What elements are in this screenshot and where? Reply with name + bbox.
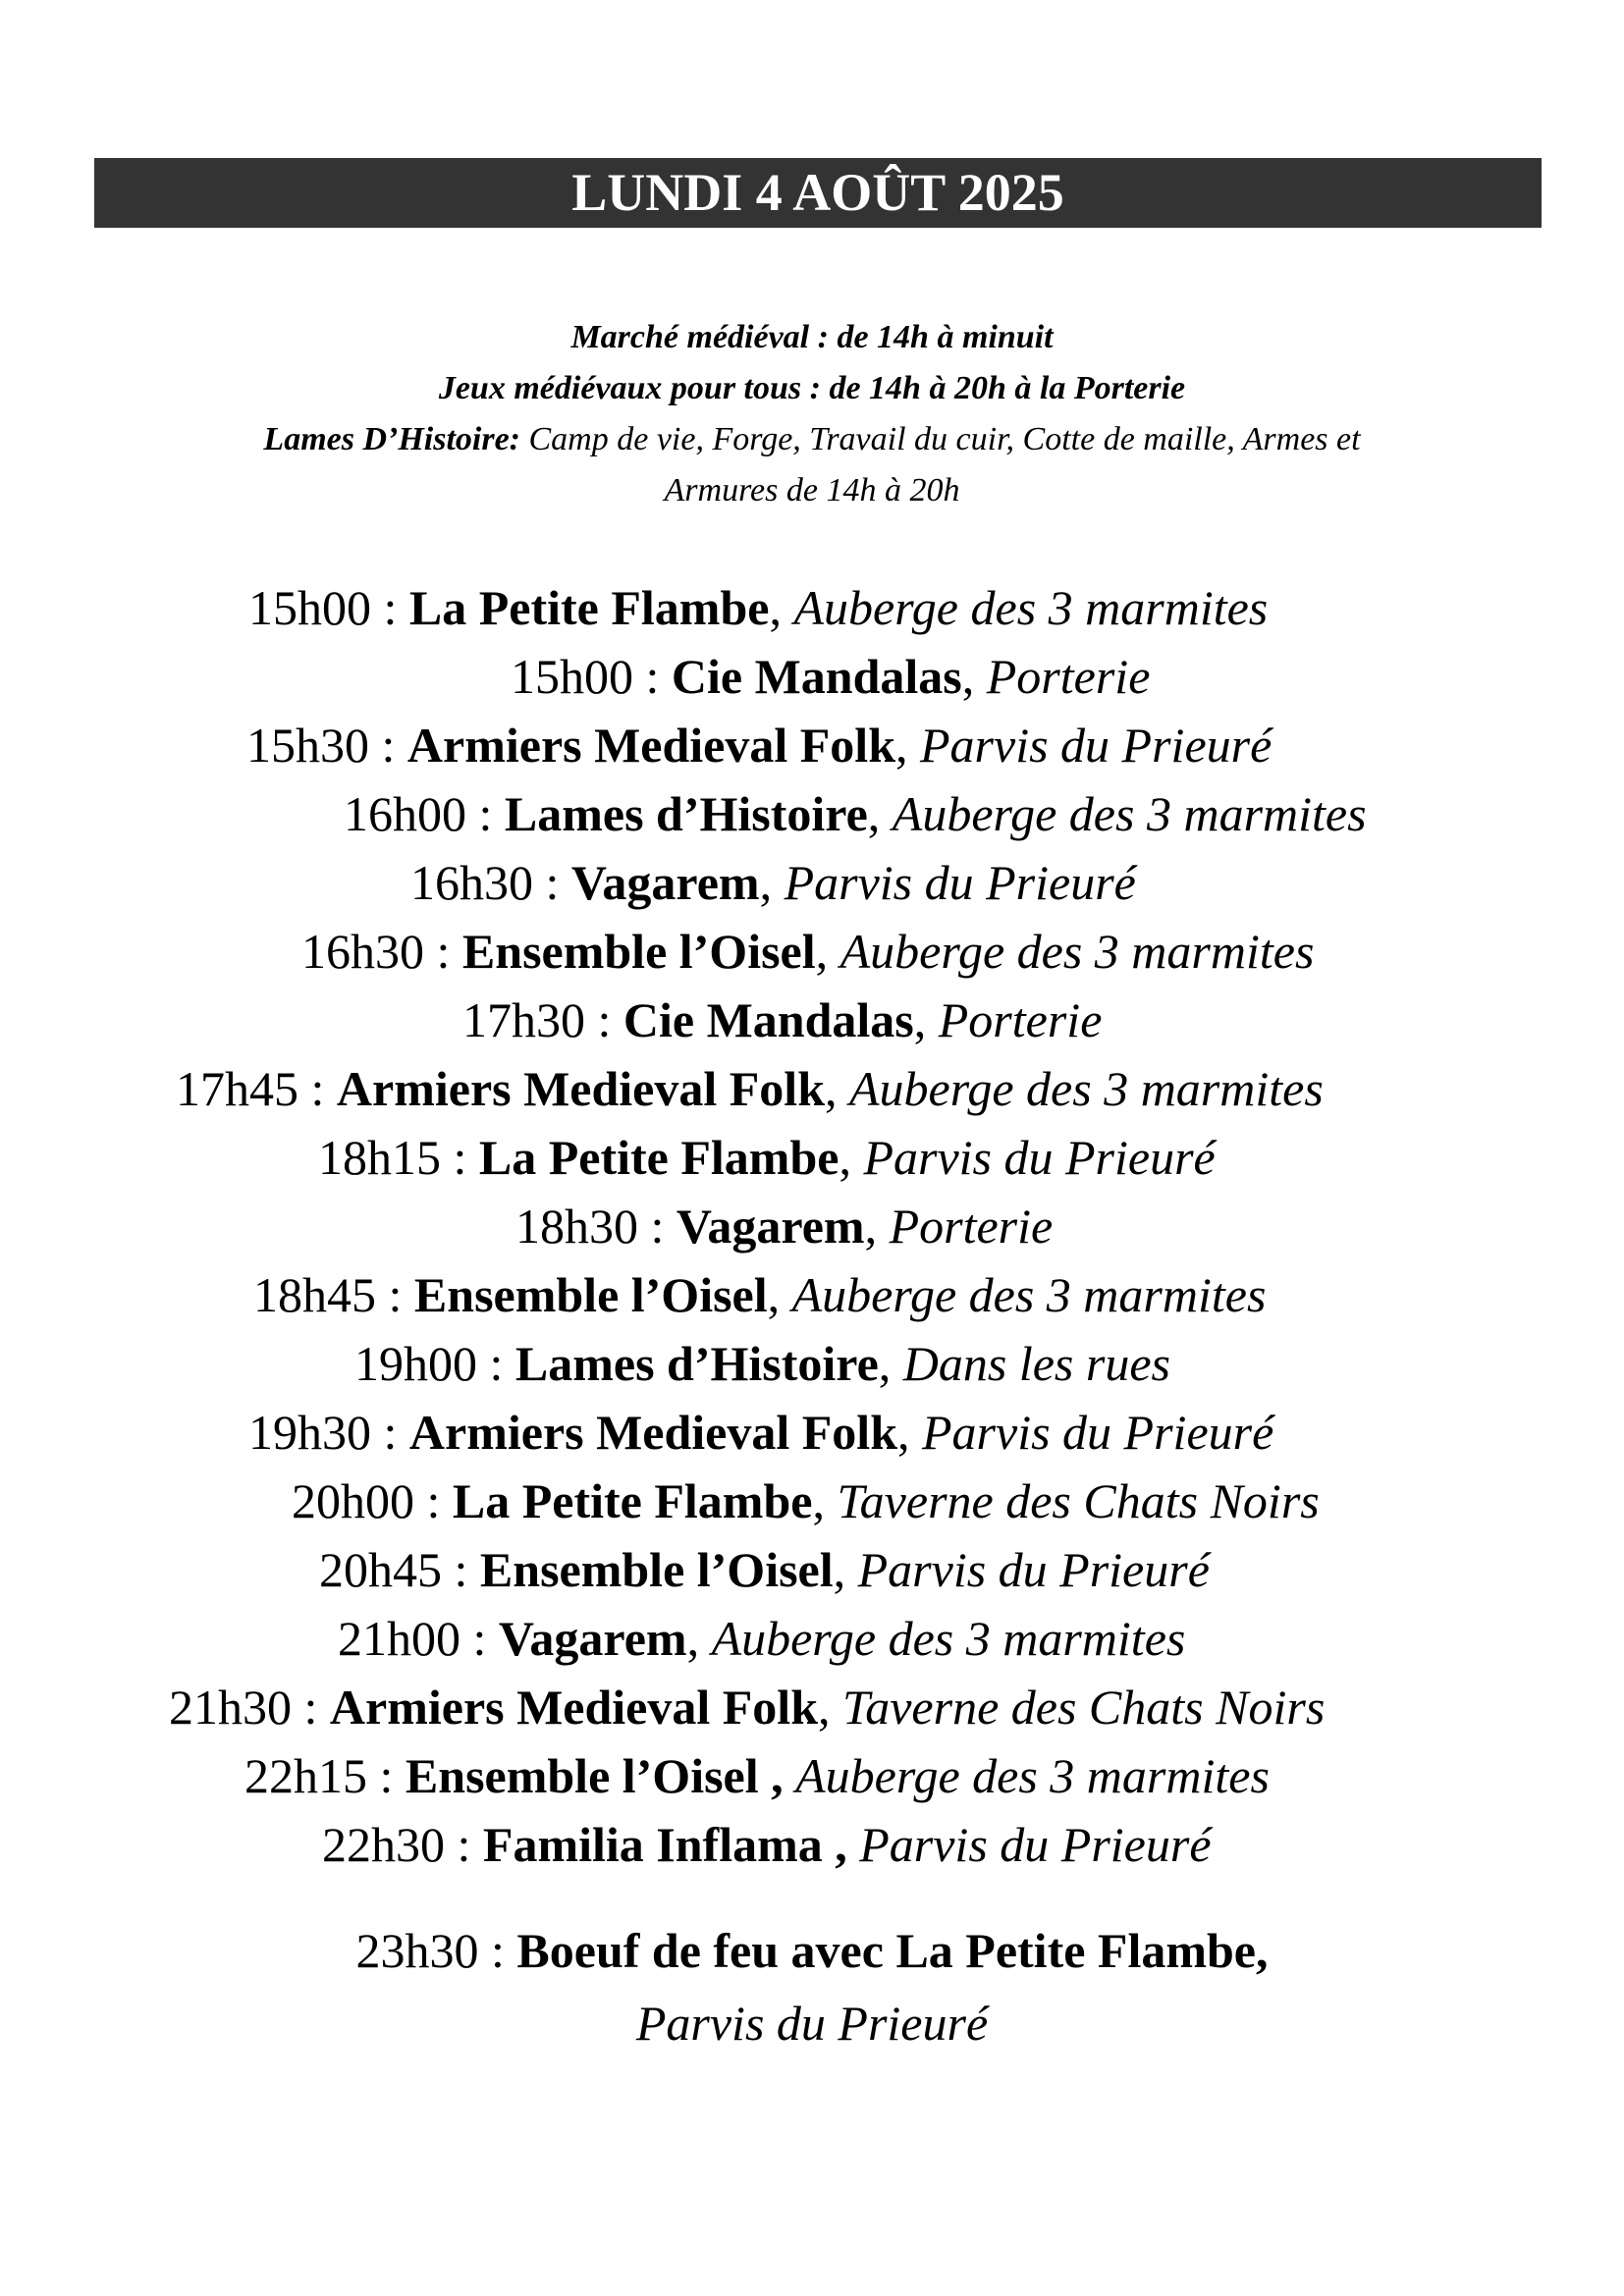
schedule-row bbox=[319, 1535, 1210, 1604]
time: 18h15 : bbox=[318, 1130, 479, 1185]
time: 19h30 : bbox=[248, 1405, 409, 1460]
schedule-row bbox=[462, 986, 1102, 1054]
page-title: LUNDI 4 AOÛT 2025 bbox=[94, 158, 1542, 228]
performer: Ensemble l’Oisel , bbox=[405, 1748, 784, 1803]
schedule-row bbox=[244, 1741, 1270, 1810]
time: 20h00 : bbox=[292, 1473, 453, 1528]
market-hours: Marché médiéval : de 14h à minuit bbox=[570, 319, 1054, 355]
venue: Taverne des Chats Noirs bbox=[837, 1473, 1320, 1528]
separator: , bbox=[878, 1336, 903, 1391]
time: 16h00 : bbox=[344, 786, 505, 841]
performer: Armiers Medieval Folk bbox=[406, 718, 896, 773]
venue: Parvis du Prieuré bbox=[859, 1817, 1212, 1872]
performer: La Petite Flambe bbox=[478, 1130, 839, 1185]
performer: Vagarem bbox=[570, 855, 760, 910]
time: 17h30 : bbox=[462, 992, 623, 1047]
schedule-row bbox=[253, 1260, 1266, 1329]
venue: Auberge des 3 marmites bbox=[793, 580, 1269, 635]
performer: Armiers Medieval Folk bbox=[336, 1061, 826, 1116]
separator: , bbox=[895, 718, 921, 773]
venue: Auberge des 3 marmites bbox=[791, 1267, 1267, 1322]
schedule-row bbox=[246, 711, 1272, 779]
schedule-row bbox=[292, 1467, 1320, 1535]
venue: Dans les rues bbox=[902, 1336, 1170, 1391]
performer: Vagarem bbox=[676, 1199, 865, 1254]
performer: Ensemble l’Oisel bbox=[461, 924, 816, 979]
performer: Familia Inflama , bbox=[482, 1817, 847, 1872]
finale-time: 23h30 : bbox=[355, 1923, 517, 1978]
performer: Cie Mandalas bbox=[671, 649, 962, 704]
schedule-row bbox=[248, 1398, 1273, 1467]
venue: Parvis du Prieuré bbox=[857, 1542, 1210, 1597]
venue: Porterie bbox=[938, 992, 1103, 1047]
separator: , bbox=[825, 1061, 850, 1116]
venue: Auberge des 3 marmites bbox=[839, 924, 1315, 979]
venue: Parvis du Prieuré bbox=[920, 718, 1272, 773]
separator: , bbox=[818, 1680, 843, 1735]
performer: Armiers Medieval Folk bbox=[408, 1405, 898, 1460]
separator: , bbox=[839, 1130, 864, 1185]
schedule-row bbox=[410, 848, 1136, 917]
separator bbox=[784, 1748, 796, 1803]
intro-block bbox=[0, 312, 1624, 516]
time: 15h00 : bbox=[248, 580, 409, 635]
separator: , bbox=[913, 992, 939, 1047]
venue: Auberge des 3 marmites bbox=[795, 1748, 1270, 1803]
performer: Lames d’Histoire bbox=[504, 786, 868, 841]
lames-text-cont: Armures de 14h à 20h bbox=[664, 472, 960, 508]
schedule-row bbox=[354, 1329, 1170, 1398]
time: 17h45 : bbox=[176, 1061, 337, 1116]
performer: Vagarem bbox=[498, 1611, 687, 1666]
separator: , bbox=[812, 1473, 838, 1528]
time: 22h15 : bbox=[244, 1748, 406, 1803]
schedule-row bbox=[511, 642, 1150, 711]
separator: , bbox=[833, 1542, 858, 1597]
separator: , bbox=[867, 786, 893, 841]
finale-performer: Boeuf de feu avec La Petite Flambe, bbox=[516, 1923, 1269, 1978]
separator: , bbox=[897, 1405, 923, 1460]
time: 21h30 : bbox=[169, 1680, 330, 1735]
finale-block bbox=[0, 1914, 1624, 2059]
lames-text: Camp de vie, Forge, Travail du cuir, Cotte de maille, Armes et bbox=[520, 421, 1361, 457]
performer: Lames d’Histoire bbox=[514, 1336, 879, 1391]
schedule-row bbox=[515, 1192, 1053, 1260]
venue: Auberge des 3 marmites bbox=[892, 786, 1367, 841]
lames-label: Lames D’Histoire: bbox=[263, 421, 520, 457]
separator: , bbox=[767, 1267, 792, 1322]
separator: , bbox=[759, 855, 785, 910]
separator bbox=[847, 1817, 860, 1872]
time: 16h30 : bbox=[410, 855, 571, 910]
schedule-row bbox=[301, 917, 1314, 986]
venue: Auberge des 3 marmites bbox=[849, 1061, 1324, 1116]
performer: Cie Mandalas bbox=[623, 992, 914, 1047]
venue: Parvis du Prieuré bbox=[784, 855, 1136, 910]
finale-venue: Parvis du Prieuré bbox=[635, 1996, 989, 2051]
venue: Porterie bbox=[986, 649, 1151, 704]
lames-line bbox=[0, 414, 1624, 465]
schedule-row bbox=[344, 779, 1367, 848]
venue: Taverne des Chats Noirs bbox=[842, 1680, 1326, 1735]
performer: Ensemble l’Oisel bbox=[479, 1542, 834, 1597]
performer: Armiers Medieval Folk bbox=[329, 1680, 819, 1735]
venue: Porterie bbox=[889, 1199, 1054, 1254]
schedule-row bbox=[169, 1673, 1325, 1741]
time: 20h45 : bbox=[319, 1542, 480, 1597]
separator: , bbox=[961, 649, 987, 704]
venue: Parvis du Prieuré bbox=[863, 1130, 1216, 1185]
time: 18h30 : bbox=[515, 1199, 677, 1254]
schedule-row bbox=[322, 1810, 1212, 1879]
performer: La Petite Flambe bbox=[408, 580, 770, 635]
schedule-row bbox=[248, 573, 1268, 642]
games-hours: Jeux médiévaux pour tous : de 14h à 20h à la Porterie bbox=[438, 370, 1186, 406]
performer: La Petite Flambe bbox=[452, 1473, 813, 1528]
time: 15h00 : bbox=[511, 649, 672, 704]
separator: , bbox=[769, 580, 794, 635]
schedule-row bbox=[176, 1054, 1324, 1123]
time: 18h45 : bbox=[253, 1267, 414, 1322]
separator: , bbox=[864, 1199, 890, 1254]
venue: Parvis du Prieuré bbox=[922, 1405, 1274, 1460]
finale-line bbox=[0, 1914, 1624, 1987]
time: 21h00 : bbox=[338, 1611, 499, 1666]
performer: Ensemble l’Oisel bbox=[413, 1267, 768, 1322]
schedule-row bbox=[338, 1604, 1185, 1673]
time: 15h30 : bbox=[246, 718, 407, 773]
separator: , bbox=[686, 1611, 712, 1666]
schedule-row bbox=[318, 1123, 1216, 1192]
time: 22h30 : bbox=[322, 1817, 483, 1872]
venue: Auberge des 3 marmites bbox=[711, 1611, 1186, 1666]
time: 19h00 : bbox=[354, 1336, 515, 1391]
separator: , bbox=[815, 924, 840, 979]
time: 16h30 : bbox=[301, 924, 462, 979]
